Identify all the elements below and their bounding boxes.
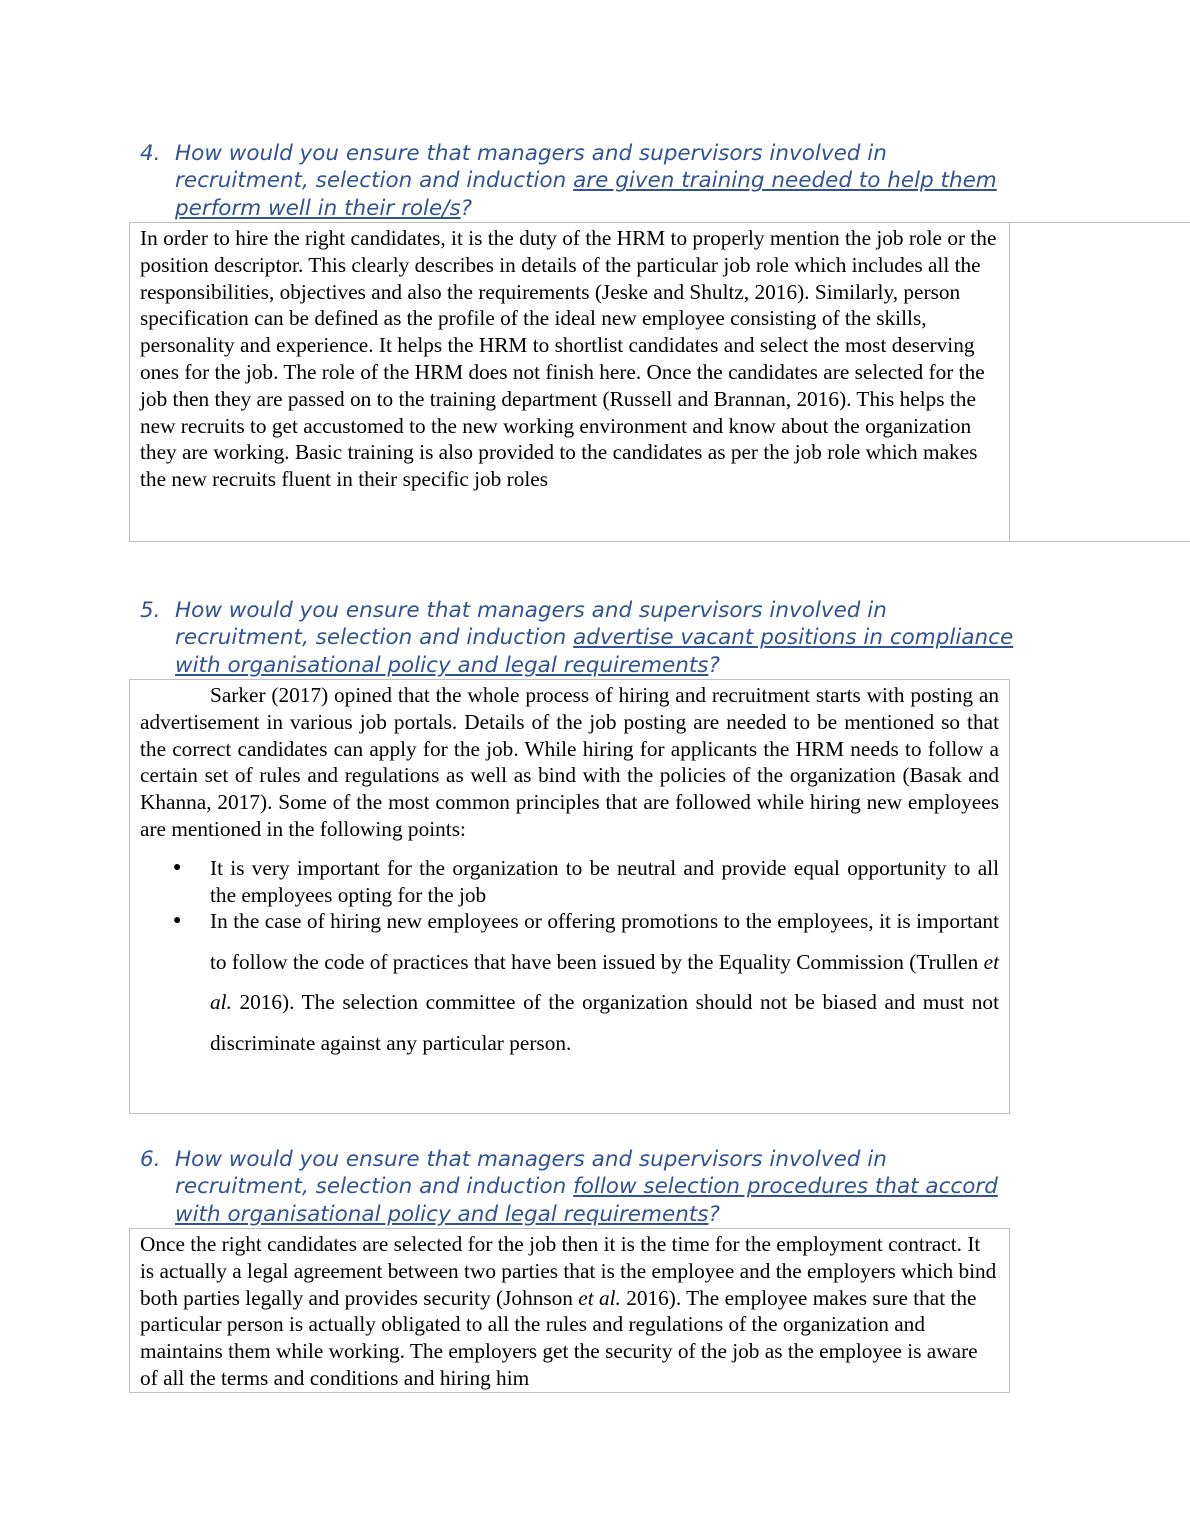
question-focus-underlined: advertise vacant positions in compliance with organisational policy and legal requirements [175, 625, 1014, 678]
question-text: How would you ensure that managers and supervisors involved in recruitment, selection and induction [175, 598, 887, 651]
question-number: 5. [140, 598, 161, 623]
question-text: How would you ensure that managers and supervisors involved in recruitment, selection and induction [175, 1147, 887, 1200]
answer-4-text: In order to hire the right candidates, it is the duty of the HRM to properly mention the job role or the position descriptor. This clearly describes in details of the particular job role which includes all the responsibilities, objectives and also the requirements (Jeske and Shultz, 2016). Similarly, person specification can be defined as the profile of the ideal new employee consisting of the skills, personality and experience. It helps the HRM to shortlist candidates and select the most deserving ones for the job. The role of the HRM does not finish here. Once the candidates are selected for the job then they are passed on to the training department (Russell and Brannan, 2016). This helps the new recruits to get accustomed to the new working environment and know about the organization they are working. Basic training is also provided to the candidates as per the job role which makes the new recruits fluent in their specific job roles [140, 226, 997, 492]
bullet-item: ● In the case of hiring new employees or offering promotions to the employees, it is important to follow the code of practices that have been issued by the Equality Commission (Trullen et al. 2016). The selection committee of the organization should not be biased and must not discriminate against any particular person. [210, 901, 999, 1063]
question-number: 4. [140, 141, 161, 166]
question-focus-underlined: are given training needed to help them perform well in their role/s [175, 168, 997, 221]
question-6-heading [140, 1146, 1020, 1228]
bullet-item: ● It is very important for the organization to be neutral and provide equal opportunity to all the employees opting for the job [210, 855, 999, 909]
question-mark: ? [708, 652, 720, 678]
question-mark: ? [708, 1201, 720, 1227]
question-5-heading [140, 597, 1020, 679]
answer-5-intro: Sarker (2017) opined that the whole process of hiring and recruitment starts with posting an advertisement in various job portals. Details of the job posting are needed to be mentioned so that the correct candidates can apply for the job. While hiring for applicants the HRM needs to follow a certain set of rules and regulations as well as bind with the policies of the organization (Basak and Khanna, 2017). Some of the most common principles that are followed while hiring new employees are mentioned in the following points: [140, 683, 999, 841]
answer-5-box [129, 679, 1010, 1114]
question-text: How would you ensure that managers and supervisors involved in recruitment, selection and induction [175, 141, 887, 194]
answer-4-box [129, 222, 1010, 542]
question-4-heading [140, 140, 1020, 222]
question-mark: ? [460, 195, 473, 221]
answer-4-side-cell [1010, 222, 1190, 542]
question-number: 6. [140, 1147, 161, 1172]
answer-5-bullet-list [140, 855, 999, 1064]
answer-6-text: Once the right candidates are selected for the job then it is the time for the employment contract. It is actually a legal agreement between two parties that is the employee and the employers which bind both parties legally and provides security (Johnson et al. 2016). The employee makes sure that the particular person is actually obligated to all the rules and regulations of the organization and maintains them while working. The employers get the security of the job as the employee is aware of all the terms and conditions and hiring him [140, 1232, 997, 1390]
answer-6-box [129, 1228, 1010, 1393]
question-focus-underlined: follow selection procedures that accord with organisational policy and legal requirements [175, 1174, 998, 1227]
